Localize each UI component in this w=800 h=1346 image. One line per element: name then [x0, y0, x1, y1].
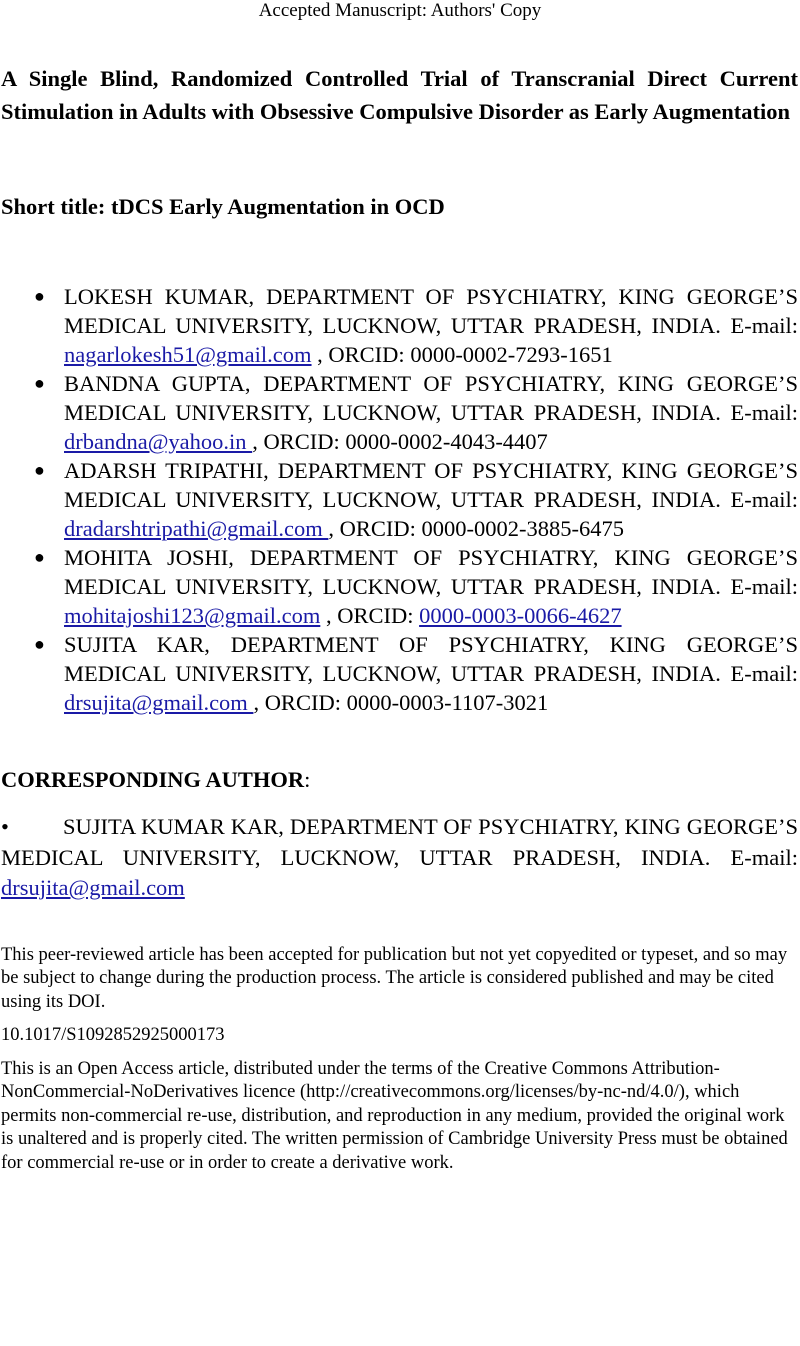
- corresponding-heading-text: CORRESPONDING AUTHOR: [1, 767, 305, 792]
- bullet-icon: ●: [34, 634, 45, 654]
- author-entry: [34, 630, 798, 717]
- bullet-icon: ●: [34, 460, 45, 480]
- paper-title: A Single Blind, Randomized Controlled Trial of Transcranial Direct Current Stimulation in Adults with Obsessive Compulsive Disorder as Early Augmentation: [1, 66, 798, 124]
- orcid-value: 0000-0002-3885-6475: [421, 516, 625, 541]
- author-email-link[interactable]: mohitajoshi123@gmail.com: [64, 603, 321, 628]
- corresponding-author-heading: [1, 765, 800, 795]
- orcid-value: 0000-0002-4043-4407: [345, 429, 548, 454]
- author-email-link[interactable]: drbandna@yahoo.in: [64, 429, 253, 454]
- author-entry: [34, 456, 798, 543]
- corresponding-affiliation: SUJITA KUMAR KAR, DEPARTMENT OF PSYCHIATRY, KING GEORGE’S MEDICAL UNIVERSITY, LUCKNOW, UTTAR PRADESH, INDIA. E-mail:: [1, 814, 798, 870]
- manuscript-header: Accepted Manuscript: Authors' Copy: [258, 0, 542, 21]
- corresponding-author-details: [1, 812, 798, 904]
- author-entry: [34, 543, 798, 630]
- author-affiliation: SUJITA KAR, DEPARTMENT OF PSYCHIATRY, KING GEORGE’S MEDICAL UNIVERSITY, LUCKNOW, UTTAR PRADESH, INDIA. E-mail:: [64, 632, 798, 686]
- bullet-icon: ●: [34, 547, 45, 567]
- orcid-value: 0000-0003-1107-3021: [346, 690, 549, 715]
- orcid-value: 0000-0002-7293-1651: [410, 342, 613, 367]
- bullet-icon: ●: [34, 373, 45, 393]
- corresponding-email-link[interactable]: drsujita@gmail.com: [1, 875, 185, 900]
- author-affiliation: BANDNA GUPTA, DEPARTMENT OF PSYCHIATRY, KING GEORGE’S MEDICAL UNIVERSITY, LUCKNOW, UTTAR PRADESH, INDIA. E-mail:: [64, 371, 798, 425]
- orcid-label: , ORCID:: [253, 690, 347, 715]
- publication-notice: [1, 944, 798, 1176]
- author-affiliation: ADARSH TRIPATHI, DEPARTMENT OF PSYCHIATRY, KING GEORGE’S MEDICAL UNIVERSITY, LUCKNOW, UTTAR PRADESH, INDIA. E-mail:: [64, 458, 798, 512]
- author-affiliation: MOHITA JOSHI, DEPARTMENT OF PSYCHIATRY, KING GEORGE’S MEDICAL UNIVERSITY, LUCKNOW, UTTAR PRADESH, INDIA. E-mail:: [64, 545, 798, 599]
- author-email-link[interactable]: dradarshtripathi@gmail.com: [64, 516, 329, 541]
- peer-review-statement: This peer-reviewed article has been accepted for publication but not yet copyedited or typeset, and so may be subject to change during the production process. The article is considered published and may be cited using its DOI.: [1, 944, 788, 1012]
- orcid-label: , ORCID:: [328, 516, 422, 541]
- orcid-label: , ORCID:: [311, 342, 411, 367]
- bullet-icon: •: [1, 814, 9, 839]
- orcid-label: , ORCID:: [320, 603, 420, 628]
- orcid-label: , ORCID:: [252, 429, 346, 454]
- author-entry: [34, 282, 798, 369]
- doi: 10.1017/S1092852925000173: [1, 1025, 225, 1045]
- author-email-link[interactable]: drsujita@gmail.com: [64, 690, 254, 715]
- short-title: Short title: tDCS Early Augmentation in OCD: [1, 194, 445, 219]
- bullet-icon: ●: [34, 286, 45, 306]
- orcid-link[interactable]: 0000-0003-0066-4627: [419, 603, 622, 628]
- author-entry: [34, 369, 798, 456]
- author-affiliation: LOKESH KUMAR, DEPARTMENT OF PSYCHIATRY, KING GEORGE’S MEDICAL UNIVERSITY, LUCKNOW, UTTAR PRADESH, INDIA. E-mail:: [64, 284, 798, 338]
- corresponding-heading-colon: :: [304, 767, 311, 792]
- author-email-link[interactable]: nagarlokesh51@gmail.com: [64, 342, 312, 367]
- author-list: [0, 282, 800, 717]
- open-access-statement: This is an Open Access article, distributed under the terms of the Creative Commons Attribution-NonCommercial-NoDerivatives licence (http://creativecommons.org/licenses/by-nc-nd/4.0/), which permits non-commercial re-use, distribution, and reproduction in any medium, provided the original work is unaltered and is properly cited. The written permission of Cambridge University Press must be obtained for commercial re-use or in order to create a derivative work.: [1, 1058, 788, 1173]
